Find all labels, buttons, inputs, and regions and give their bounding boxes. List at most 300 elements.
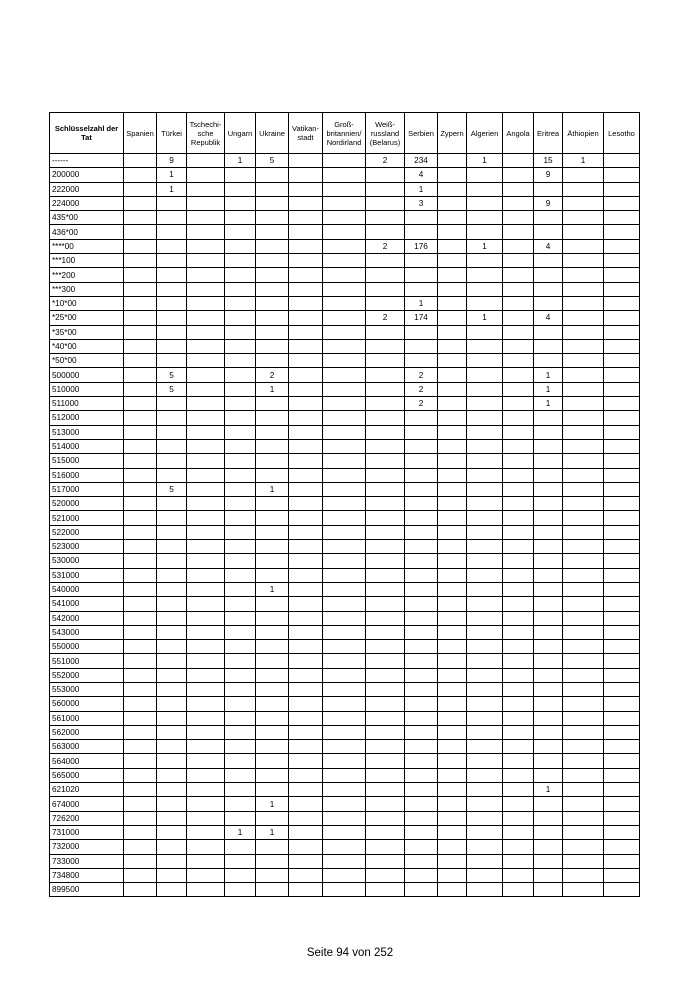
table-cell [157,840,187,854]
table-cell [323,254,366,268]
table-cell [256,697,289,711]
table-cell [467,611,503,625]
table-cell [289,296,323,310]
table-cell [534,354,563,368]
table-cell [124,239,157,253]
table-cell [366,497,405,511]
table-cell [225,468,256,482]
table-cell [503,196,534,210]
table-cell [289,182,323,196]
table-cell [604,768,640,782]
table-cell [563,768,604,782]
table-cell [225,439,256,453]
table-cell [405,282,438,296]
table-cell [366,425,405,439]
table-cell [323,482,366,496]
table-cell [289,525,323,539]
table-row [50,382,640,396]
table-cell [438,268,467,282]
table-cell [124,311,157,325]
table-cell [187,168,225,182]
table-cell [438,182,467,196]
offense-key-cell: 500000 [50,368,124,382]
table-cell [405,582,438,596]
table-cell [124,554,157,568]
table-cell [187,654,225,668]
table-cell [256,711,289,725]
offense-key-cell: *10*00 [50,296,124,310]
table-cell [503,182,534,196]
table-cell [438,497,467,511]
table-row [50,568,640,582]
table-cell [366,883,405,897]
table-cell [289,497,323,511]
column-header: Zypern [438,113,467,154]
table-cell [438,825,467,839]
offense-key-cell: 200000 [50,168,124,182]
table-cell [405,854,438,868]
table-cell [405,740,438,754]
column-header: Äthiopien [563,113,604,154]
table-cell [563,325,604,339]
table-row [50,654,640,668]
table-cell [405,439,438,453]
table-cell [438,682,467,696]
table-cell [534,211,563,225]
table-cell [604,325,640,339]
table-cell [225,339,256,353]
table-cell [157,268,187,282]
offense-key-cell: *25*00 [50,311,124,325]
table-cell [467,754,503,768]
table-cell [157,854,187,868]
table-cell [256,425,289,439]
table-cell [289,740,323,754]
table-cell [187,511,225,525]
table-cell [503,582,534,596]
table-cell [604,339,640,353]
table-row [50,711,640,725]
table-cell [503,682,534,696]
table-cell [405,640,438,654]
table-cell [405,711,438,725]
table-cell [157,454,187,468]
table-cell [289,811,323,825]
table-cell [438,397,467,411]
offense-key-cell: 621020 [50,783,124,797]
table-cell [366,254,405,268]
table-cell [534,339,563,353]
table-cell [256,525,289,539]
offense-key-cell: 510000 [50,382,124,396]
table-cell [256,411,289,425]
table-cell [604,797,640,811]
table-cell [289,625,323,639]
table-cell [256,311,289,325]
table-cell [157,783,187,797]
table-cell [503,425,534,439]
table-cell: 1 [534,397,563,411]
table-cell [124,296,157,310]
table-cell [467,282,503,296]
table-cell [289,768,323,782]
table-cell [503,754,534,768]
table-cell [225,239,256,253]
table-cell [405,668,438,682]
offense-key-cell: 552000 [50,668,124,682]
table-cell [256,168,289,182]
table-cell [225,597,256,611]
table-cell [438,254,467,268]
table-cell: 174 [405,311,438,325]
table-cell [323,711,366,725]
table-cell [225,482,256,496]
table-cell [225,368,256,382]
table-cell [157,311,187,325]
table-cell [124,411,157,425]
table-cell [467,454,503,468]
table-cell [438,439,467,453]
table-cell [438,282,467,296]
table-cell [604,282,640,296]
table-cell [438,711,467,725]
table-cell [604,411,640,425]
table-row [50,840,640,854]
table-row [50,740,640,754]
table-cell [157,425,187,439]
table-cell [157,497,187,511]
table-cell [187,382,225,396]
table-cell [225,311,256,325]
table-row [50,454,640,468]
table-cell [405,482,438,496]
offense-key-cell: ***200 [50,268,124,282]
table-cell [503,625,534,639]
table-cell [256,454,289,468]
table-cell [438,582,467,596]
table-cell [467,196,503,210]
table-cell [503,468,534,482]
offense-key-cell: ****00 [50,239,124,253]
table-row [50,368,640,382]
table-cell [289,411,323,425]
table-cell [256,783,289,797]
table-row [50,697,640,711]
table-cell [323,597,366,611]
table-cell [289,311,323,325]
offense-key-cell: 435*00 [50,211,124,225]
table-cell: 2 [405,368,438,382]
table-cell [366,868,405,882]
offense-key-cell: *40*00 [50,339,124,353]
table-cell: 234 [405,154,438,168]
table-row [50,182,640,196]
table-cell [289,339,323,353]
table-cell [438,296,467,310]
table-cell [438,854,467,868]
table-cell [289,354,323,368]
offense-key-cell: 530000 [50,554,124,568]
table-cell [534,825,563,839]
table-cell [323,196,366,210]
table-cell [467,597,503,611]
table-cell [157,582,187,596]
table-cell [225,582,256,596]
table-row [50,311,640,325]
table-row [50,425,640,439]
table-cell [405,540,438,554]
table-cell [157,697,187,711]
table-cell [438,840,467,854]
table-cell [503,254,534,268]
offense-key-cell: 222000 [50,182,124,196]
offense-key-cell: 732000 [50,840,124,854]
table-cell [405,268,438,282]
column-header: Algerien [467,113,503,154]
table-row [50,768,640,782]
table-cell [405,868,438,882]
table-cell [124,854,157,868]
table-cell [563,511,604,525]
table-cell [563,268,604,282]
table-cell [124,568,157,582]
table-cell [604,668,640,682]
table-cell [124,368,157,382]
table-cell [534,697,563,711]
table-cell [187,425,225,439]
table-cell [366,525,405,539]
table-cell [225,382,256,396]
table-cell [503,511,534,525]
table-cell: 4 [534,311,563,325]
table-cell [289,883,323,897]
table-cell [604,640,640,654]
table-cell [534,482,563,496]
table-cell [467,697,503,711]
table-cell [323,540,366,554]
table-cell [323,725,366,739]
table-cell [366,754,405,768]
table-cell [289,783,323,797]
table-cell [225,682,256,696]
table-cell [124,439,157,453]
table-cell [124,397,157,411]
table-cell [187,497,225,511]
table-cell: 1 [256,582,289,596]
table-cell: 4 [534,239,563,253]
table-cell [467,783,503,797]
table-row [50,597,640,611]
table-cell [289,282,323,296]
table-cell [604,468,640,482]
table-cell [124,811,157,825]
table-cell [256,182,289,196]
table-cell [604,182,640,196]
table-cell [323,768,366,782]
table-cell [366,368,405,382]
table-cell [604,582,640,596]
table-cell [366,840,405,854]
table-cell [405,811,438,825]
table-cell [157,225,187,239]
table-cell [124,254,157,268]
table-cell [438,382,467,396]
table-cell [604,854,640,868]
table-cell [467,654,503,668]
table-cell [157,525,187,539]
table-cell [438,468,467,482]
table-cell [467,682,503,696]
table-cell [187,540,225,554]
table-row [50,511,640,525]
table-cell [438,225,467,239]
table-cell: 2 [405,382,438,396]
table-cell [157,540,187,554]
table-row [50,854,640,868]
column-header: Groß- britannien/ Nordirland [323,113,366,154]
table-cell [289,840,323,854]
table-cell [438,454,467,468]
table-cell [503,268,534,282]
table-cell [289,682,323,696]
table-cell [467,840,503,854]
table-cell [289,254,323,268]
table-cell [534,540,563,554]
table-cell [467,554,503,568]
table-cell [256,754,289,768]
table-cell [604,840,640,854]
table-cell [289,725,323,739]
offense-key-cell: 436*00 [50,225,124,239]
table-cell: 2 [366,311,405,325]
table-cell [366,597,405,611]
table-cell [366,296,405,310]
table-cell [124,883,157,897]
table-cell [467,397,503,411]
table-cell [503,668,534,682]
table-cell [225,225,256,239]
table-cell [256,811,289,825]
table-cell [124,783,157,797]
table-cell [157,625,187,639]
table-cell [563,482,604,496]
table-cell [604,397,640,411]
table-cell [438,311,467,325]
table-cell [157,354,187,368]
table-cell [187,568,225,582]
table-cell [366,740,405,754]
table-cell [256,439,289,453]
table-row [50,154,640,168]
table-cell [438,883,467,897]
column-header: Lesotho [604,113,640,154]
table-cell [604,825,640,839]
table-cell [534,254,563,268]
table-cell [187,397,225,411]
table-cell [187,468,225,482]
table-cell [467,225,503,239]
table-cell [256,511,289,525]
table-cell [563,854,604,868]
table-cell [438,697,467,711]
table-cell [124,840,157,854]
table-cell [225,868,256,882]
table-cell [604,382,640,396]
table-cell [534,325,563,339]
table-cell [604,368,640,382]
table-cell [323,154,366,168]
table-cell: 1 [534,382,563,396]
table-cell [225,740,256,754]
table-cell [256,239,289,253]
table-cell [157,868,187,882]
table-cell [366,511,405,525]
table-cell [323,868,366,882]
table-cell [467,339,503,353]
table-row [50,582,640,596]
table-cell [604,154,640,168]
table-cell [534,568,563,582]
table-cell [124,668,157,682]
column-header: Serbien [405,113,438,154]
table-cell [323,611,366,625]
table-cell [405,797,438,811]
table-cell [157,682,187,696]
table-cell [256,854,289,868]
table-cell [604,554,640,568]
table-cell [366,382,405,396]
table-cell [225,568,256,582]
column-header: Ungarn [225,113,256,154]
table-cell [323,682,366,696]
table-cell: 1 [405,296,438,310]
table-cell [563,254,604,268]
table-cell [124,654,157,668]
table-cell [187,725,225,739]
table-cell [366,225,405,239]
table-cell [563,196,604,210]
table-cell [225,883,256,897]
table-cell [323,783,366,797]
table-cell [323,840,366,854]
table-cell [563,182,604,196]
table-cell: 9 [534,196,563,210]
table-cell [124,382,157,396]
table-row [50,554,640,568]
offense-key-cell: 734800 [50,868,124,882]
table-cell [323,382,366,396]
table-cell [366,697,405,711]
table-cell [187,797,225,811]
column-header: Eritrea [534,113,563,154]
table-cell [289,511,323,525]
table-cell [534,840,563,854]
table-cell [323,582,366,596]
table-cell [225,811,256,825]
table-cell [289,611,323,625]
table-cell [534,225,563,239]
table-cell [366,854,405,868]
table-cell [323,325,366,339]
table-cell [124,711,157,725]
table-cell [563,640,604,654]
table-cell [289,239,323,253]
table-cell [187,454,225,468]
table-row [50,640,640,654]
table-cell [503,568,534,582]
offense-key-cell: 561000 [50,711,124,725]
table-row [50,668,640,682]
